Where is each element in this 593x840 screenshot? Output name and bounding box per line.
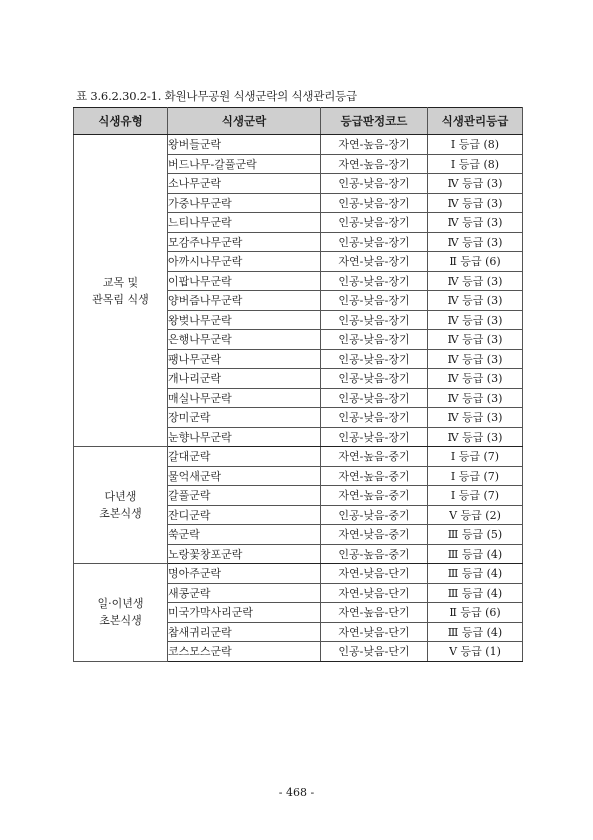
vegetation-management-table <box>73 107 523 662</box>
management-grade-cell: Ⅰ 등급 (7) <box>428 486 523 506</box>
community-name-cell: 팽나무군락 <box>168 349 321 369</box>
community-name-cell: 장미군락 <box>168 408 321 428</box>
community-name-cell: 참새귀리군락 <box>168 622 321 642</box>
header-vegetation-type: 식생유형 <box>74 108 168 135</box>
community-name-cell: 양버즘나무군락 <box>168 291 321 311</box>
community-name-cell: 쑥군락 <box>168 525 321 545</box>
community-name-cell: 버드나무-갈풀군락 <box>168 154 321 174</box>
grade-code-cell: 인공-낮음-장기 <box>321 310 428 330</box>
community-name-cell: 개나리군락 <box>168 369 321 389</box>
community-name-cell: 갈풀군락 <box>168 486 321 506</box>
grade-code-cell: 자연-높음-중기 <box>321 447 428 467</box>
community-name-cell: 미국가막사리군락 <box>168 603 321 623</box>
vegetation-type-line: 초본식생 <box>99 507 142 520</box>
grade-code-cell: 인공-낮음-장기 <box>321 291 428 311</box>
grade-code-cell: 자연-높음-중기 <box>321 466 428 486</box>
grade-code-cell: 인공-낮음-장기 <box>321 408 428 428</box>
management-grade-cell: Ⅰ 등급 (8) <box>428 135 523 155</box>
community-name-cell: 잔디군락 <box>168 505 321 525</box>
grade-code-cell: 자연-높음-단기 <box>321 603 428 623</box>
community-name-cell: 소나무군락 <box>168 174 321 194</box>
table-header-row <box>74 108 523 135</box>
management-grade-cell: Ⅳ 등급 (3) <box>428 213 523 233</box>
vegetation-type-line: 일·이년생 <box>97 597 144 611</box>
grade-code-cell: 자연-낮음-단기 <box>321 564 428 584</box>
vegetation-type-line: 다년생 <box>104 490 137 503</box>
grade-code-cell: 자연-높음-장기 <box>321 135 428 155</box>
management-grade-cell: Ⅲ 등급 (4) <box>428 544 523 564</box>
management-grade-cell: Ⅲ 등급 (5) <box>428 525 523 545</box>
header-grade-code: 등급판정코드 <box>321 108 428 135</box>
grade-code-cell: 인공-낮음-장기 <box>321 193 428 213</box>
management-grade-cell: Ⅳ 등급 (3) <box>428 349 523 369</box>
community-name-cell: 물억새군락 <box>168 466 321 486</box>
management-grade-cell: Ⅱ 등급 (6) <box>428 252 523 272</box>
management-grade-cell: Ⅳ 등급 (3) <box>428 408 523 428</box>
community-name-cell: 가중나무군락 <box>168 193 321 213</box>
community-name-cell: 눈향나무군락 <box>168 427 321 447</box>
grade-code-cell: 인공-낮음-장기 <box>321 174 428 194</box>
grade-code-cell: 인공-낮음-장기 <box>321 427 428 447</box>
community-name-cell: 왕버들군락 <box>168 135 321 155</box>
grade-code-cell: 자연-높음-장기 <box>321 154 428 174</box>
management-grade-cell: Ⅳ 등급 (3) <box>428 271 523 291</box>
management-grade-cell: Ⅳ 등급 (3) <box>428 330 523 350</box>
table-row <box>74 135 523 155</box>
table-row <box>74 564 523 584</box>
management-grade-cell: Ⅲ 등급 (4) <box>428 583 523 603</box>
community-name-cell: 노랑꽃창포군락 <box>168 544 321 564</box>
management-grade-cell: Ⅱ 등급 (6) <box>428 603 523 623</box>
table-row <box>74 447 523 467</box>
grade-code-cell: 인공-낮음-장기 <box>321 213 428 233</box>
community-name-cell: 아까시나무군락 <box>168 252 321 272</box>
header-community: 식생군락 <box>168 108 321 135</box>
grade-code-cell: 인공-높음-중기 <box>321 544 428 564</box>
vegetation-type-cell <box>74 447 168 564</box>
grade-code-cell: 자연-낮음-장기 <box>321 252 428 272</box>
management-grade-cell: Ⅳ 등급 (3) <box>428 232 523 252</box>
community-name-cell: 매실나무군락 <box>168 388 321 408</box>
community-name-cell: 은행나무군락 <box>168 330 321 350</box>
management-grade-cell: Ⅴ 등급 (2) <box>428 505 523 525</box>
grade-code-cell: 인공-낮음-장기 <box>321 232 428 252</box>
management-grade-cell: Ⅳ 등급 (3) <box>428 388 523 408</box>
community-name-cell: 갈대군락 <box>168 447 321 467</box>
grade-code-cell: 자연-낮음-단기 <box>321 622 428 642</box>
table-body <box>74 135 523 662</box>
community-name-cell: 모감주나무군락 <box>168 232 321 252</box>
management-grade-cell: Ⅰ 등급 (7) <box>428 447 523 467</box>
management-grade-cell: Ⅳ 등급 (3) <box>428 310 523 330</box>
header-management-grade: 식생관리등급 <box>428 108 523 135</box>
page-number: - 468 - <box>278 786 315 799</box>
vegetation-type-line: 관목림 식생 <box>92 292 149 306</box>
community-name-cell: 왕벚나무군락 <box>168 310 321 330</box>
management-grade-cell: Ⅴ 등급 (1) <box>428 642 523 662</box>
grade-code-cell: 인공-낮음-장기 <box>321 271 428 291</box>
management-grade-cell: Ⅳ 등급 (3) <box>428 193 523 213</box>
vegetation-type-line: 교목 및 <box>102 275 139 289</box>
grade-code-cell: 인공-낮음-중기 <box>321 505 428 525</box>
management-grade-cell: Ⅳ 등급 (3) <box>428 174 523 194</box>
grade-code-cell: 인공-낮음-장기 <box>321 330 428 350</box>
grade-code-cell: 자연-낮음-중기 <box>321 525 428 545</box>
table-caption: 표 3.6.2.30.2-1. 화원나무공원 식생군락의 식생관리등급 <box>76 89 357 103</box>
grade-code-cell: 자연-낮음-단기 <box>321 583 428 603</box>
grade-code-cell: 인공-낮음-단기 <box>321 642 428 662</box>
management-grade-cell: Ⅲ 등급 (4) <box>428 622 523 642</box>
community-name-cell: 이팝나무군락 <box>168 271 321 291</box>
management-grade-cell: Ⅲ 등급 (4) <box>428 564 523 584</box>
grade-code-cell: 인공-낮음-장기 <box>321 388 428 408</box>
management-grade-cell: Ⅳ 등급 (3) <box>428 291 523 311</box>
vegetation-type-line: 초본식생 <box>99 614 142 628</box>
community-name-cell: 느티나무군락 <box>168 213 321 233</box>
grade-code-cell: 인공-낮음-장기 <box>321 349 428 369</box>
management-grade-cell: Ⅳ 등급 (3) <box>428 369 523 389</box>
vegetation-type-cell <box>74 564 168 662</box>
vegetation-type-cell <box>74 135 168 447</box>
community-name-cell: 코스모스군락 <box>168 642 321 662</box>
grade-code-cell: 인공-낮음-장기 <box>321 369 428 389</box>
management-grade-cell: Ⅰ 등급 (8) <box>428 154 523 174</box>
grade-code-cell: 자연-높음-중기 <box>321 486 428 506</box>
community-name-cell: 명아주군락 <box>168 564 321 584</box>
community-name-cell: 새콩군락 <box>168 583 321 603</box>
management-grade-cell: Ⅳ 등급 (3) <box>428 427 523 447</box>
management-grade-cell: Ⅰ 등급 (7) <box>428 466 523 486</box>
